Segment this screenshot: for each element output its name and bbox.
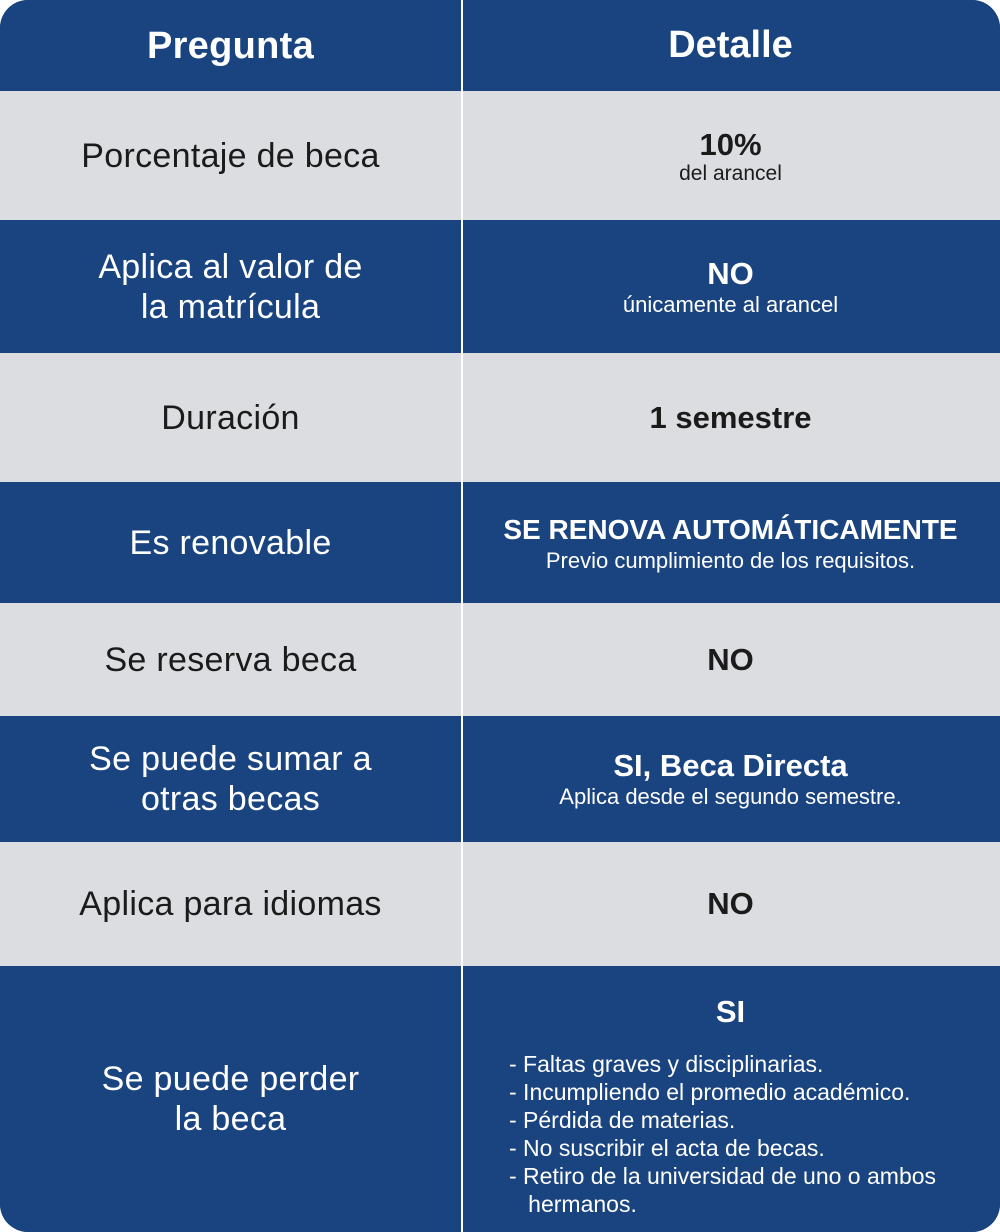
question-text: Aplica al valor de la matrícula <box>98 247 363 326</box>
detail-cell <box>461 966 1000 1232</box>
detail-sub: Previo cumplimiento de los requisitos. <box>545 547 916 573</box>
question-text: Es renovable <box>129 523 332 562</box>
table-row <box>0 603 1000 716</box>
question-text: Se puede sumar a otras becas <box>89 740 372 818</box>
header-detalle <box>461 0 1000 91</box>
detail-sub: únicamente al arancel <box>622 291 839 317</box>
detail-main: SI <box>715 994 746 1029</box>
list-item: - Incumpliendo el promedio académico. <box>509 1079 911 1105</box>
detail-cell <box>461 716 1000 842</box>
header-detalle-label: Detalle <box>668 24 793 66</box>
detail-cell <box>461 842 1000 966</box>
detail-cell <box>461 91 1000 220</box>
detail-main: 1 semestre <box>649 399 812 435</box>
table-row <box>0 353 1000 482</box>
table-row <box>0 716 1000 842</box>
detail-main: NO <box>707 641 754 677</box>
table-row <box>0 91 1000 220</box>
detail-main: NO <box>707 886 754 921</box>
list-item: - Faltas graves y disciplinarias. <box>509 1051 824 1077</box>
table-header <box>0 0 1000 91</box>
question-cell <box>0 91 461 220</box>
question-cell <box>0 716 461 842</box>
question-text: Se puede perder la beca <box>101 1060 360 1138</box>
question-text: Se reserva beca <box>104 640 357 679</box>
detail-main: SE RENOVA AUTOMÁTICAMENTE <box>503 513 958 545</box>
question-cell <box>0 353 461 482</box>
list-item: - Pérdida de materias. <box>509 1107 736 1133</box>
table-row <box>0 842 1000 966</box>
question-text: Duración <box>161 398 300 437</box>
list-item: - No suscribir el acta de becas. <box>509 1135 825 1161</box>
detail-main: 10% <box>699 126 762 162</box>
detail-cell <box>461 482 1000 603</box>
list-item: - Retiro de la universidad de uno o ambos <box>509 1163 937 1189</box>
list-item: hermanos. <box>509 1191 637 1217</box>
header-pregunta <box>0 0 461 91</box>
question-text: Porcentaje de beca <box>81 136 380 175</box>
question-cell <box>0 842 461 966</box>
question-cell <box>0 966 461 1232</box>
loss-reasons-list <box>461 1050 936 1218</box>
detail-sub: Aplica desde el segundo semestre. <box>559 784 902 809</box>
question-cell <box>0 482 461 603</box>
table-row <box>0 966 1000 1232</box>
table-row <box>0 482 1000 603</box>
detail-cell <box>461 603 1000 716</box>
column-divider <box>461 0 463 1232</box>
question-cell <box>0 220 461 353</box>
detail-sub: del arancel <box>679 161 782 185</box>
question-cell <box>0 603 461 716</box>
detail-main: SI, Beca Directa <box>613 748 848 783</box>
detail-cell <box>461 220 1000 353</box>
header-pregunta-label: Pregunta <box>146 24 315 67</box>
detail-cell <box>461 353 1000 482</box>
question-text: Aplica para idiomas <box>79 885 382 923</box>
table-row <box>0 220 1000 353</box>
detail-main: NO <box>707 255 754 291</box>
